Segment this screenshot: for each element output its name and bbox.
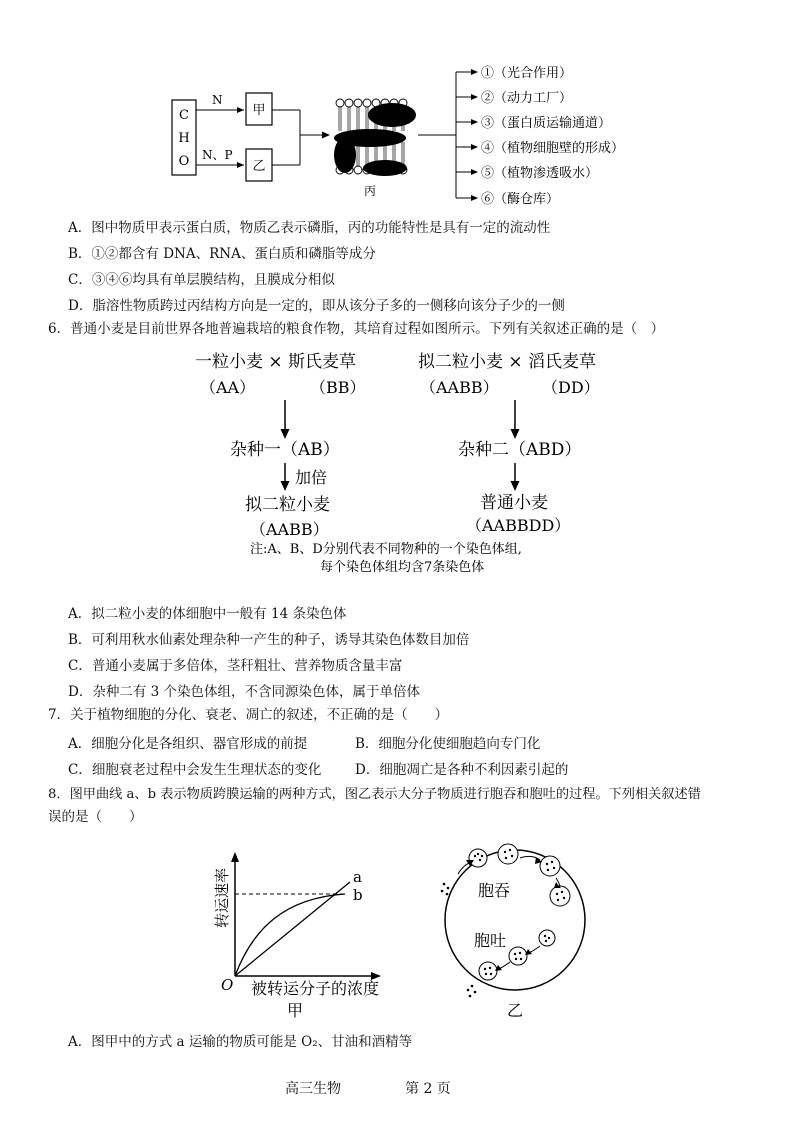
ylabel	[213, 868, 231, 928]
function-3: ③（蛋白质运输通道）	[481, 116, 612, 131]
q7-option-d: D．细胞凋亡是各种不利因素引起的	[355, 762, 569, 778]
q8-stem-line2: 误的是（ ）	[48, 809, 143, 825]
cross2-text: 拟二粒小麦 × 滔氏麦草	[418, 352, 597, 372]
q6-option-a: A．拟二粒小麦的体细胞中一般有 14 条染色体	[68, 606, 347, 622]
function-1: ①（光合作用）	[481, 66, 573, 81]
q7-option-c: C．细胞衰老过程中会发生生理状态的变化	[68, 762, 322, 778]
membrane-protein-top	[368, 103, 416, 127]
graph-caption: 甲	[287, 1001, 304, 1020]
endocytosis-label: 胞吞	[478, 881, 511, 900]
note-line1: 注:A、B、D分别代表不同物种的一个染色体组,	[250, 542, 522, 557]
common-wheat-genome: （AABBDD）	[466, 516, 571, 535]
footer-page: 第 2 页	[405, 1081, 451, 1097]
q6-option-b: B．可利用秋水仙素处理杂种一产生的种子，诱导其染色体数目加倍	[68, 632, 470, 648]
q6-wheat-breeding-diagram	[180, 345, 660, 585]
cho-c: C	[179, 108, 189, 123]
exocytosis-label: 胞吐	[474, 931, 507, 950]
bb-label: （BB）	[310, 378, 366, 397]
ylabel-text: 转运速率	[213, 868, 231, 929]
cell-caption: 乙	[506, 1001, 524, 1020]
q8-graph-jia	[205, 848, 405, 1023]
hybrid1-text: 杂种一（AB）	[230, 440, 340, 460]
function-4: ④（植物细胞壁的形成）	[481, 141, 625, 156]
q5-option-a: A．图中物质甲表示蛋白质，物质乙表示磷脂，丙的功能特性是具有一定的流动性	[68, 220, 551, 236]
dd-label: （DD）	[542, 378, 600, 397]
bing-label: 丙	[363, 184, 377, 198]
membrane-protein-left	[334, 137, 356, 173]
cho-h: H	[178, 131, 190, 146]
q5-option-b: B．①②都含有 DNA、RNA、蛋白质和磷脂等成分	[68, 246, 376, 262]
double-text: 加倍	[295, 468, 328, 487]
aa-label: （AA）	[200, 378, 256, 397]
emmer-genome: （AABB）	[250, 520, 329, 539]
jia-label: 甲	[252, 103, 266, 118]
q7-option-b: B．细胞分化使细胞趋向专门化	[355, 736, 541, 752]
q7-option-a: A．细胞分化是各组织、器官形成的前提	[68, 736, 308, 752]
aabb2-label: （AABB）	[420, 378, 499, 397]
q8-cell-yi	[430, 838, 600, 1023]
label-np: N、P	[202, 148, 233, 162]
footer-subject: 高三生物	[285, 1081, 341, 1097]
origin-label: O	[221, 976, 234, 994]
label-n: N	[212, 93, 223, 107]
phospholipid-bilayer	[334, 99, 416, 176]
cho-o: O	[178, 154, 190, 169]
function-5: ⑤（植物渗透吸水）	[481, 166, 599, 181]
curve-b-label: b	[353, 886, 363, 904]
note-line2: 每个染色体组均含7条染色体	[320, 560, 485, 575]
cell-membrane	[445, 850, 585, 990]
function-6: ⑥（酶仓库）	[481, 192, 560, 207]
q5-option-c: C．③④⑥均具有单层膜结构，且膜成分相似	[68, 272, 335, 288]
function-2: ②（动力工厂）	[481, 91, 573, 106]
membrane-protein-bottom	[363, 160, 407, 176]
q6-option-d: D．杂种二有 3 个染色体组，不含同源染色体，属于单倍体	[68, 684, 420, 700]
curve-a	[235, 882, 350, 976]
q7-stem: 7．关于植物细胞的分化、衰老、凋亡的叙述，不正确的是（ ）	[48, 707, 449, 723]
yi-label: 乙	[252, 159, 266, 174]
curve-b	[235, 894, 345, 976]
xlabel-text: 被转运分子的浓度	[251, 979, 380, 998]
q6-option-c: C．普通小麦属于多倍体，茎秆粗壮、营养物质含量丰富	[68, 658, 403, 674]
q5-membrane-diagram	[160, 55, 640, 210]
q6-stem: 6．普通小麦是目前世界各地普遍栽培的粮食作物，其培育过程如图所示。下列有关叙述正确的是（ ）	[48, 321, 665, 337]
hybrid2-text: 杂种二（ABD）	[458, 440, 582, 460]
common-wheat-text: 普通小麦	[480, 493, 548, 513]
emmer-text: 拟二粒小麦	[245, 495, 330, 515]
curve-a-label: a	[353, 868, 362, 886]
cross1-text: 一粒小麦 × 斯氏麦草	[195, 352, 357, 372]
q8-stem-line1: 8．图甲曲线 a、b 表示物质跨膜运输的两种方式，图乙表示大分子物质进行胞吞和胞吐的过程。下列相关叙述错	[48, 787, 701, 802]
q5-option-d: D．脂溶性物质跨过丙结构方向是一定的，即从该分子多的一侧移向该分子少的一侧	[68, 298, 565, 314]
q8-option-a: A．图甲中的方式 a 运输的物质可能是 O₂、甘油和酒精等	[68, 1034, 413, 1050]
